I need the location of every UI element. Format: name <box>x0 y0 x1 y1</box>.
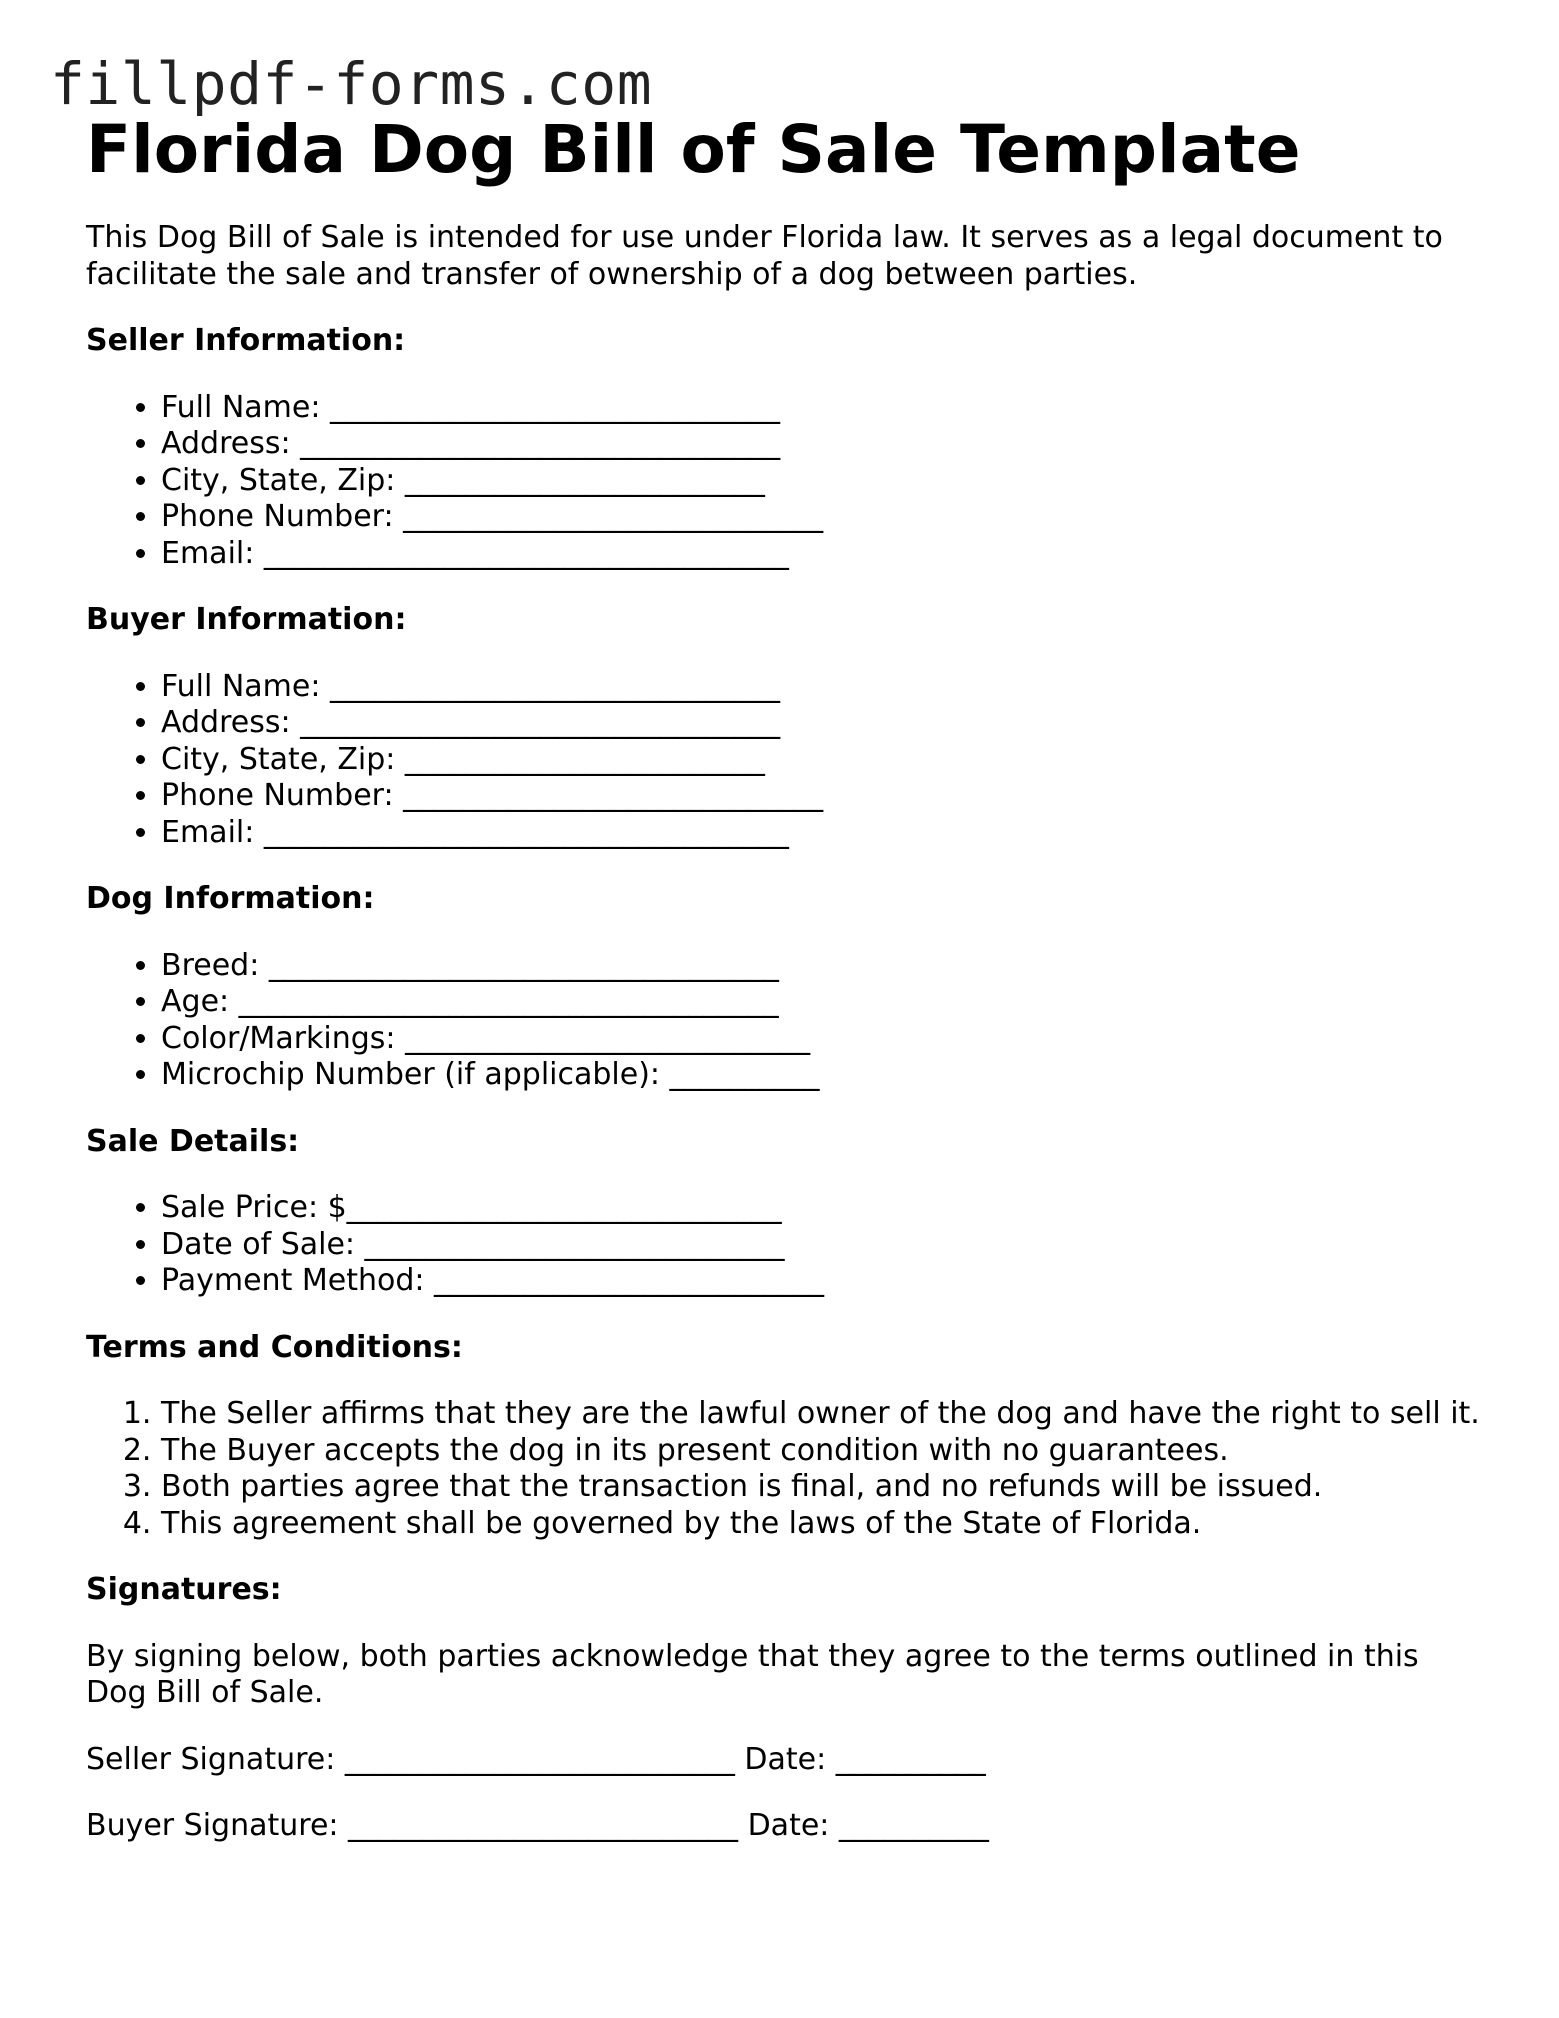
terms-list <box>86 1396 1486 1542</box>
buyer-full-name-field: • Full Name: ______________________________ <box>161 669 1486 706</box>
buyer-phone-field: • Phone Number: ____________________________ <box>161 778 1486 815</box>
terms-heading: Terms and Conditions: <box>86 1329 463 1365</box>
seller-fields-list <box>86 390 1486 573</box>
sale-price-field: • Sale Price: $_____________________________ <box>161 1190 1486 1227</box>
seller-signature-line: Seller Signature: __________________________ Date: __________ <box>86 1741 986 1777</box>
document-body <box>86 108 1486 1845</box>
term-item: 2. The Buyer accepts the dog in its present condition with no guarantees. <box>161 1433 1486 1470</box>
buyer-city-state-zip-field: • City, State, Zip: ________________________ <box>161 742 1486 779</box>
intro-paragraph: This Dog Bill of Sale is intended for use under Florida law. It serves as a legal document to facilitate the sale and transfer of ownership of a dog between parties. <box>86 220 1443 292</box>
sale-heading: Sale Details: <box>86 1123 300 1159</box>
term-item: 3. Both parties agree that the transaction is final, and no refunds will be issued. <box>161 1469 1486 1506</box>
buyer-email-field: • Email: ___________________________________ <box>161 815 1486 852</box>
dog-microchip-field: • Microchip Number (if applicable): __________ <box>161 1057 1486 1094</box>
seller-city-state-zip-field: • City, State, Zip: ________________________ <box>161 463 1486 500</box>
term-item: 4. This agreement shall be governed by the laws of the State of Florida. <box>161 1506 1486 1543</box>
dog-heading: Dog Information: <box>86 881 375 916</box>
seller-address-field: • Address: ________________________________ <box>161 426 1486 463</box>
sale-date-field: • Date of Sale: ____________________________ <box>161 1227 1486 1264</box>
payment-method-field: • Payment Method: __________________________ <box>161 1263 1486 1300</box>
term-item: 1. The Seller affirms that they are the lawful owner of the dog and have the right to sell it. <box>161 1396 1486 1433</box>
buyer-heading: Buyer Information: <box>86 602 407 637</box>
watermark: fillpdf-forms.com <box>50 50 653 118</box>
page-title: Florida Dog Bill of Sale Template <box>86 111 1301 188</box>
sale-fields-list <box>86 1190 1486 1300</box>
buyer-fields-list <box>86 669 1486 852</box>
seller-phone-field: • Phone Number: ____________________________ <box>161 499 1486 536</box>
dog-fields-list <box>86 948 1486 1094</box>
dog-age-field: • Age: ____________________________________ <box>161 984 1486 1021</box>
dog-breed-field: • Breed: __________________________________ <box>161 948 1486 985</box>
seller-email-field: • Email: ___________________________________ <box>161 536 1486 573</box>
buyer-address-field: • Address: ________________________________ <box>161 705 1486 742</box>
signatures-paragraph: By signing below, both parties acknowledge that they agree to the terms outlined in this Dog Bill of Sale. <box>86 1638 1419 1710</box>
seller-heading: Seller Information: <box>86 323 406 358</box>
buyer-signature-line: Buyer Signature: __________________________ Date: __________ <box>86 1808 989 1843</box>
dog-color-markings-field: • Color/Markings: ___________________________ <box>161 1021 1486 1058</box>
signatures-heading: Signatures: <box>86 1572 282 1607</box>
seller-full-name-field: • Full Name: ______________________________ <box>161 390 1486 427</box>
